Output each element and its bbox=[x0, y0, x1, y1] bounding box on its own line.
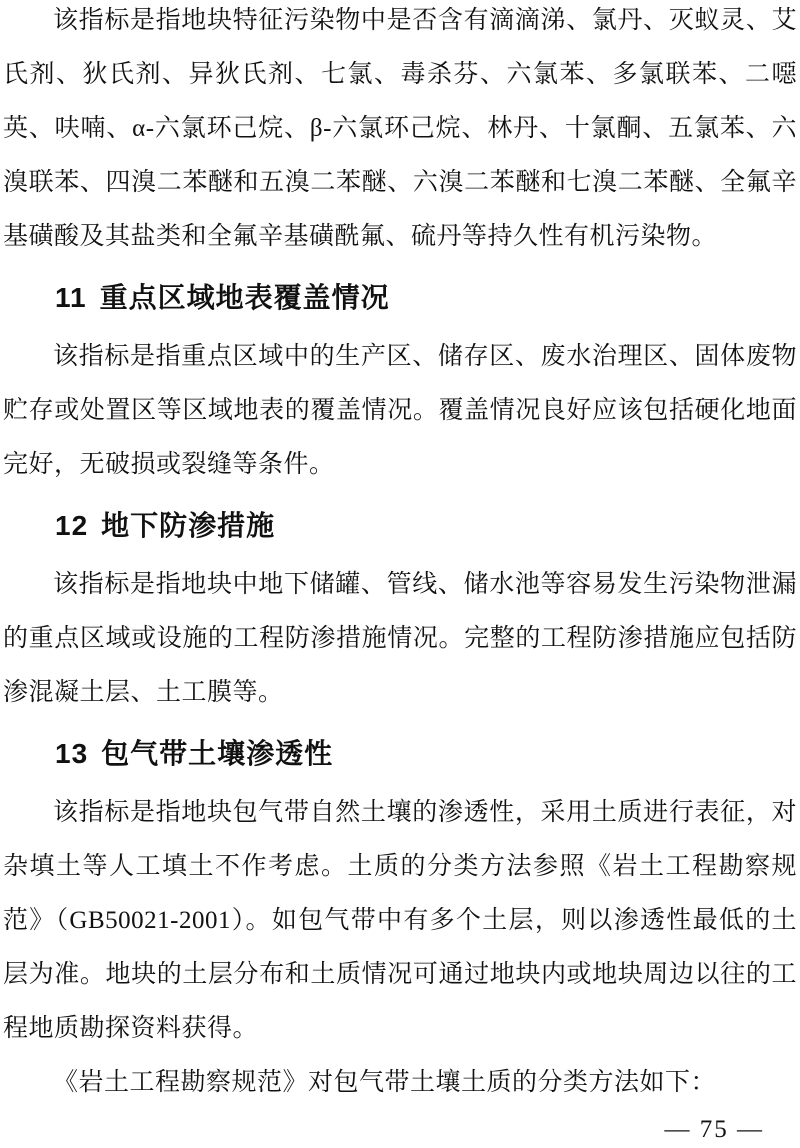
section-heading-12 bbox=[3, 508, 797, 544]
paragraph-underground-seepage-control: 该指标是指地块中地下储罐、管线、储水池等容易发生污染物泄漏的重点区域或设施的工程防渗措施情况。完整的工程防渗措施应包括防渗混凝土层、土工膜等。 bbox=[3, 571, 797, 706]
section-title: 重点区域地表覆盖情况 bbox=[99, 282, 390, 313]
paragraph-surface-coverage: 该指标是指重点区域中的生产区、储存区、废水治理区、固体废物贮存或处置区等区域地表的覆盖情况。覆盖情况良好应该包括硬化地面完好，无破损或裂缝等条件。 bbox=[3, 343, 797, 478]
section-number: 11 bbox=[55, 282, 87, 313]
page-number: — 75 — bbox=[664, 1116, 764, 1143]
section-title: 地下防渗措施 bbox=[101, 510, 276, 541]
section-title: 包气带土壤渗透性 bbox=[101, 738, 334, 769]
paragraph-vadose-zone-permeability: 该指标是指地块包气带自然土壤的渗透性，采用土质进行表征，对杂填土等人工填土不作考虑。土质的分类方法参照《岩土工程勘察规范》（GB50021-2001）。如包气带中有多个土层，则以渗透性最低的土层为准。地块的土层分布和土质情况可通过地块内或地块周边以往的工程地质勘探资料获得。 bbox=[3, 799, 797, 1042]
section-number: 13 bbox=[55, 738, 89, 769]
paragraph-classification-method-intro: 《岩土工程勘察规范》对包气带土壤土质的分类方法如下： bbox=[53, 1069, 717, 1096]
section-heading-11 bbox=[3, 280, 797, 316]
section-number: 12 bbox=[55, 510, 89, 541]
section-heading-13 bbox=[3, 736, 797, 772]
paragraph-persistent-organic-pollutants: 该指标是指地块特征污染物中是否含有滴滴涕、氯丹、灭蚁灵、艾氏剂、狄氏剂、异狄氏剂、七氯、毒杀芬、六氯苯、多氯联苯、二噁英、呋喃、α-六氯环己烷、β-六氯环己烷、林丹、十氯酮、五氯苯、六溴联苯、四溴二苯醚和五溴二苯醚、六溴二苯醚和七溴二苯醚、全氟辛基磺酸及其盐类和全氟辛基磺酰氟、硫丹等持久性有机污染物。 bbox=[3, 7, 797, 250]
